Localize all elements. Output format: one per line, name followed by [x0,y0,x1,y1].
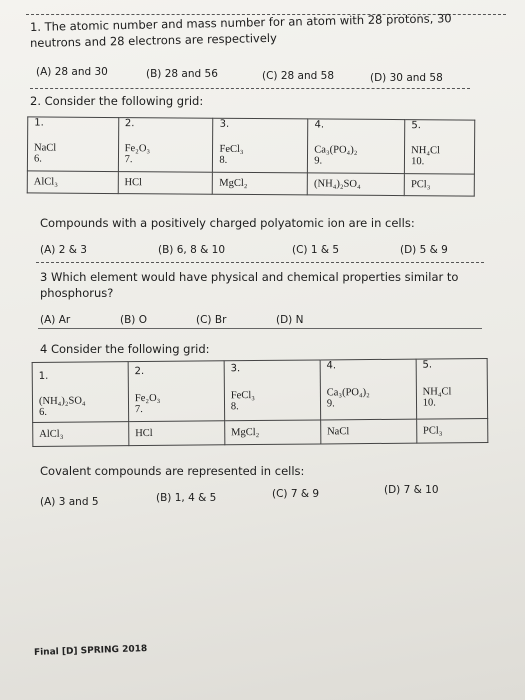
q3-line1: 3 Which element would have physical and chemical properties similar to [40,270,459,284]
q3-line2: phosphorus? [40,286,114,300]
q3-divider [38,328,482,329]
exam-footer: Final [D] SPRING 2018 [33,644,148,658]
q2-cell-10: PCl₃ [404,174,474,196]
q4-option-d: (D) 7 & 10 [384,484,439,496]
q4-cell-9: NaCl [320,419,416,444]
q4-cell-6: AlCl₃ [33,422,129,447]
q1-line1: 1. The atomic number and mass number for an atom with 28 protons, 30 [29,11,452,34]
q2-cell-6: AlCl₃ [27,171,118,194]
q2-option-b: (B) 6, 8 & 10 [158,244,225,256]
q2-cell-4: 4. Ca₃(PO₄)₂ 9. [308,119,405,174]
q4-cell-8: MgCl₂ [225,420,321,445]
q1-option-b: (B) 28 and 56 [146,68,218,80]
q2-question: Compounds with a positively charged polyatomic ion are in cells: [40,216,415,230]
q2-cell-8: MgCl₂ [213,172,308,195]
q4-cell-4: 4. Ca₃(PO₄)₂ 9. [320,359,416,420]
q4-cell-10: PCl₃ [416,419,487,444]
q4-cell-1: 1. (NH₄)₂SO₄ 6. [32,362,128,423]
q4-grid [32,358,489,447]
q4-cell-7: HCl [129,421,225,446]
q3-option-d: (D) N [276,314,304,326]
q2-option-a: (A) 2 & 3 [40,244,87,256]
q4-option-a: (A) 3 and 5 [40,496,99,508]
q1-divider [30,88,470,89]
q4-question: Covalent compounds are represented in cells: [40,464,305,478]
q2-intro: 2. Consider the following grid: [30,94,204,108]
q4-cell-5: 5. NH₄Cl 10. [416,359,488,420]
q2-cell-3: 3. FeCl₃ 8. [213,118,308,173]
q4-option-b: (B) 1, 4 & 5 [156,492,217,504]
q2-option-c: (C) 1 & 5 [292,244,340,256]
q2-grid [27,116,476,196]
q4-cell-2: 2. Fe₂O₃ 7. [128,361,224,422]
q1-option-d: (D) 30 and 58 [370,72,443,84]
q2-cell-7: HCl [118,172,213,195]
q4-intro: 4 Consider the following grid: [40,342,210,356]
q2-cell-5: 5. NH₄Cl 10. [405,120,475,174]
q3-option-a: (A) Ar [40,314,71,326]
q2-option-d: (D) 5 & 9 [400,244,448,256]
q2-cell-9: (NH₄)₂SO₄ [307,173,404,196]
q2-cell-1: 1. NaCl 6. [27,117,118,172]
q4-cell-3: 3. FeCl₃ 8. [224,360,320,421]
q1-option-a: (A) 28 and 30 [36,66,108,78]
q2-cell-2: 2. Fe₂O₃ 7. [118,118,213,173]
q3-option-b: (B) O [120,314,147,326]
q4-option-c: (C) 7 & 9 [272,488,320,500]
q1-line2: neutrons and 28 electrons are respectively [29,30,277,50]
q3-option-c: (C) Br [196,314,227,326]
q1-option-c: (C) 28 and 58 [262,70,335,82]
q2-divider [36,262,484,263]
